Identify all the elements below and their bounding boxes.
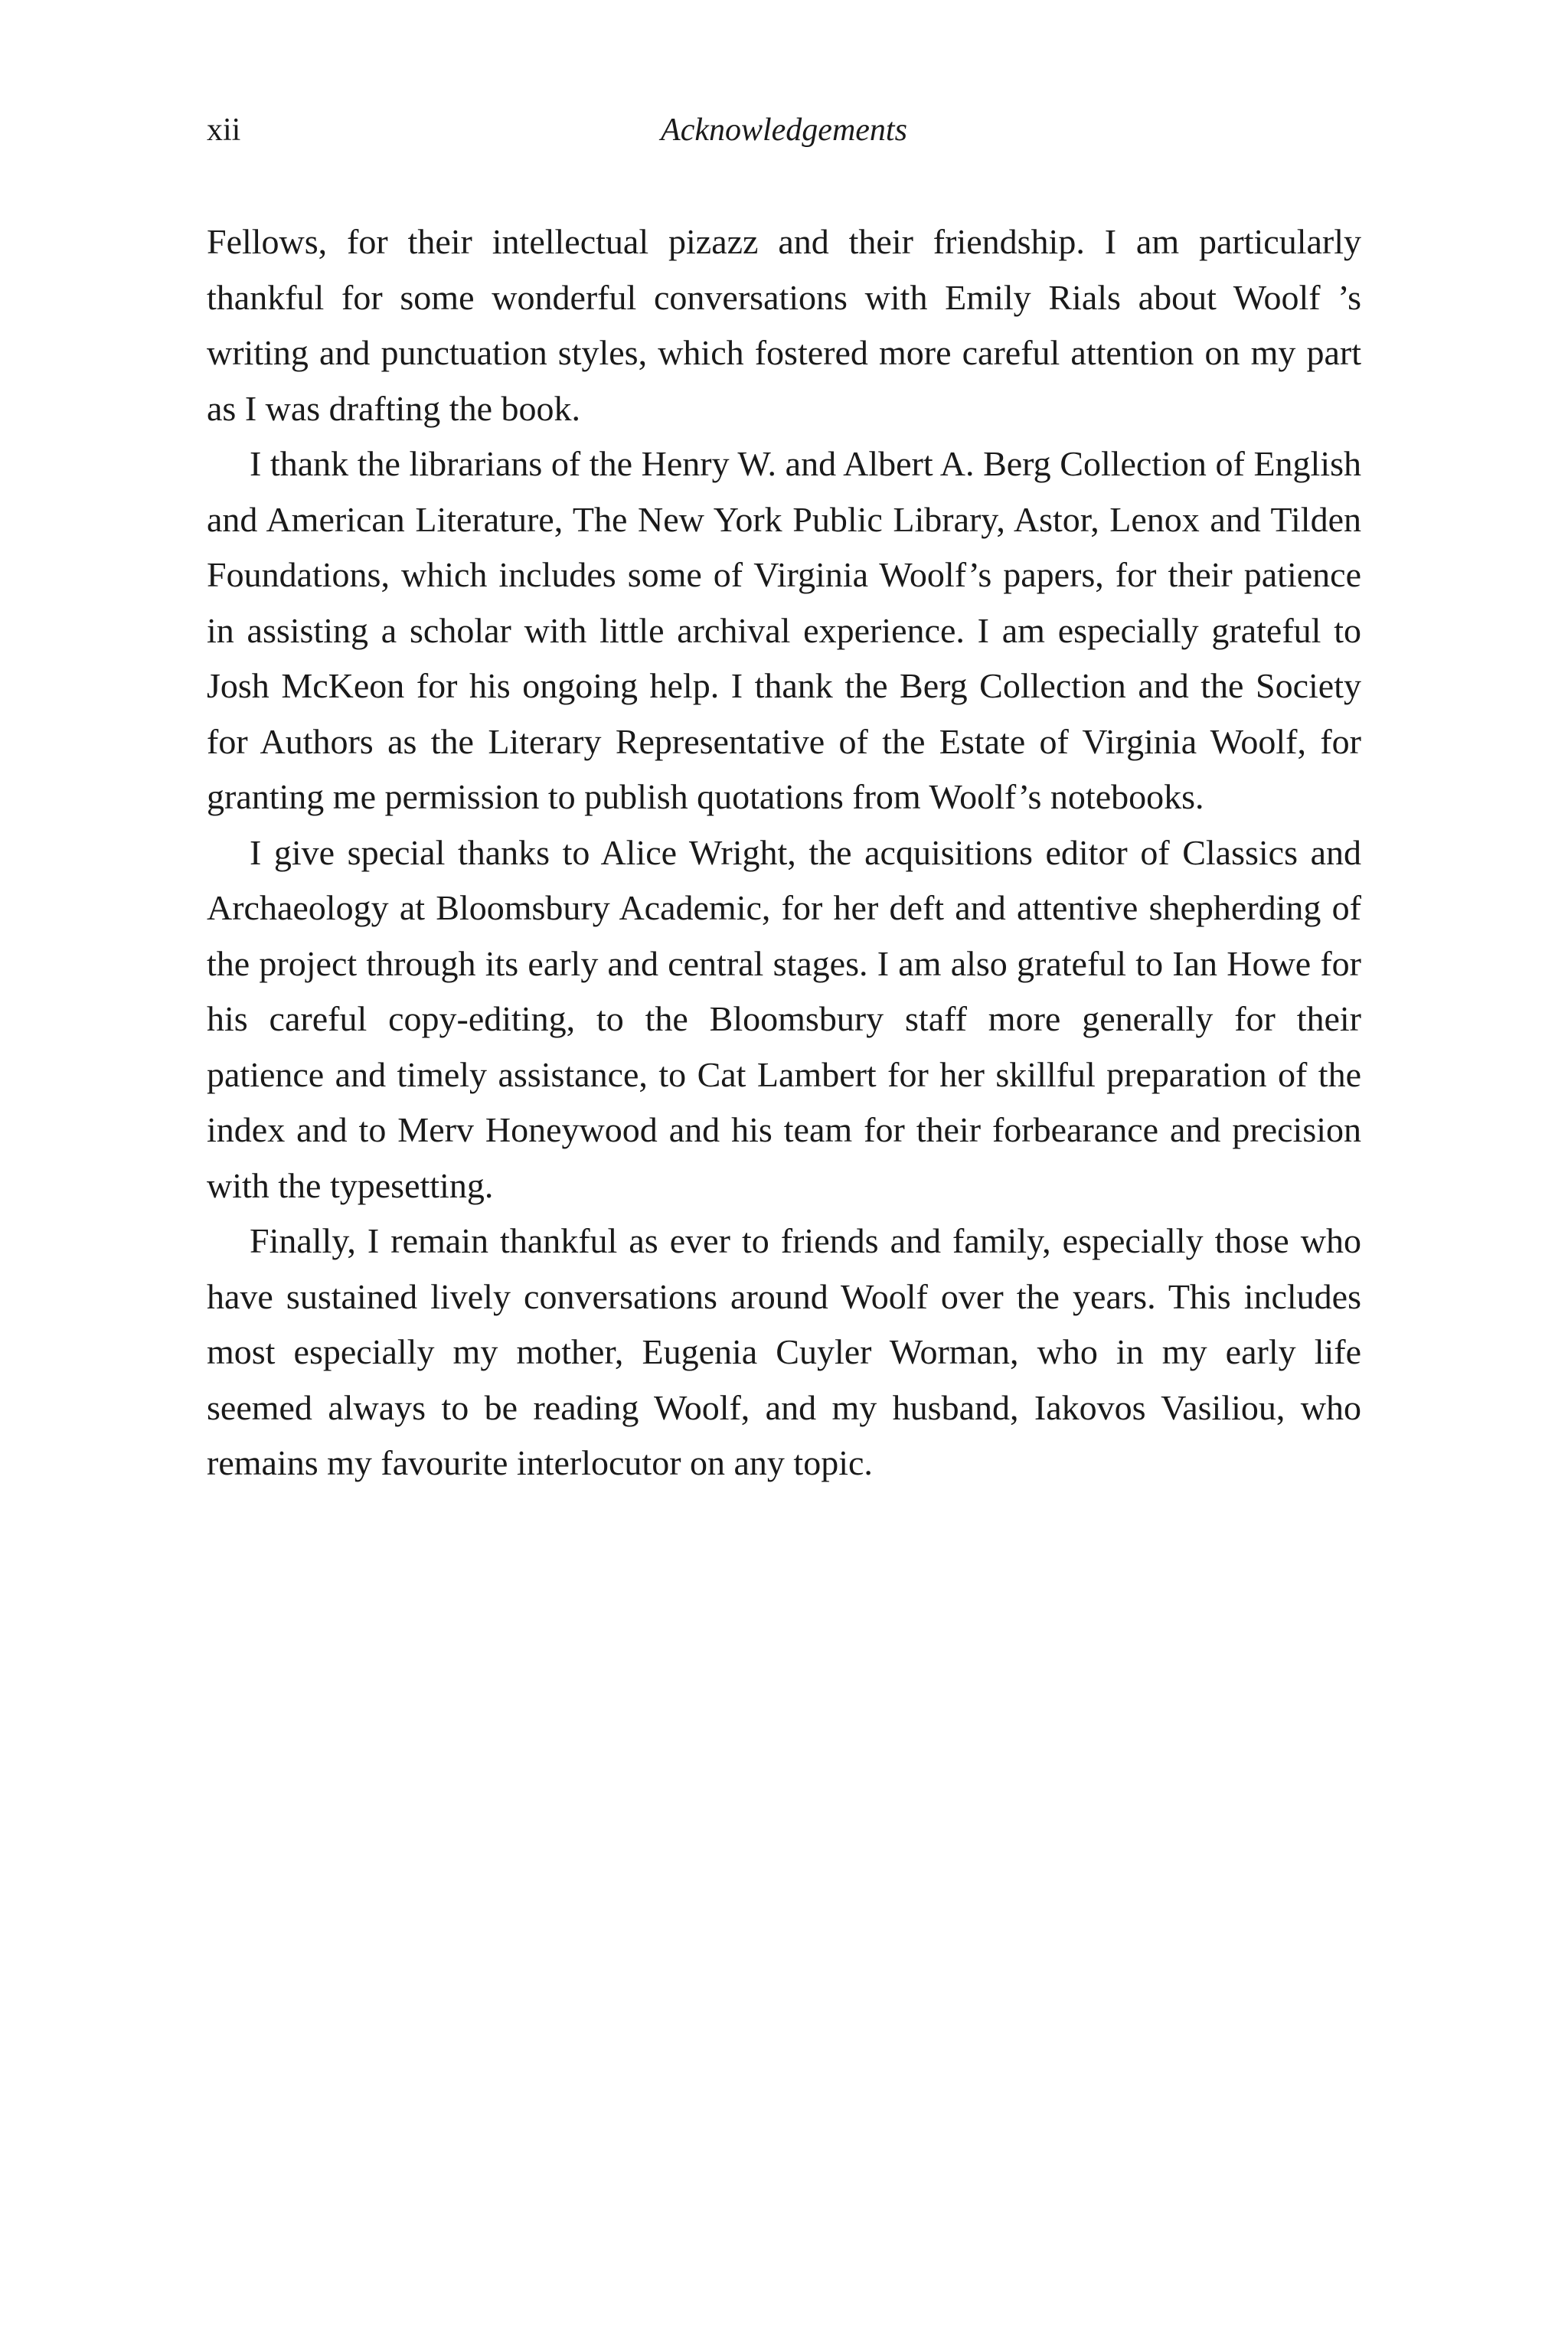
paragraph-berg-collection: I thank the librarians of the Henry W. and Albert A. Berg Collection of English and American Literature, The New York Public Library, Astor, Lenox and Tilden Foundations, which includes some of Virginia Woolf’s papers, for their patience in assisting a scholar with little archival experience. I am especially grateful to Josh McKeon for his ongoing help. I thank the Berg Collection and the Society for Authors as the Literary Representative of the Estate of Virginia Woolf, for granting me permission to publish quotations from Woolf’s notebooks. [207,444,1361,816]
paragraph-family: Finally, I remain thankful as ever to friends and family, especially those who have sustained lively conversations around Woolf over the years. This includes most especially my mother, Eugenia Cuyler Worman, who in my early life seemed always to be reading Woolf, and my husband, Iakovos Vasiliou, who remains my favourite interlocutor on any topic. [207,1221,1361,1482]
page-number: xii [207,113,241,148]
paragraph-bloomsbury: I give special thanks to Alice Wright, the acquisitions editor of Classics and Archaeology at Bloomsbury Academic, for her deft and attentive shepherding of the project through its early and central stages. I am also grateful to Ian Howe for his careful copy-editing, to the Bloomsbury staff more generally for their patience and timely assistance, to Cat Lambert for her skillful preparation of the index and to Merv Honeywood and his team for their forbearance and precision with the typesetting. [207,832,1361,1205]
body-text [207,214,1361,1491]
paragraph-continued: Fellows, for their intellectual pizazz and their friendship. I am particularly thankful for some wonderful conversations with Emily Rials about Woolf ’s writing and punctuation styles, which fostered more careful attention on my part as I was drafting the book. [207,222,1361,428]
running-title: Acknowledgements [661,113,907,148]
running-head [207,107,1361,153]
